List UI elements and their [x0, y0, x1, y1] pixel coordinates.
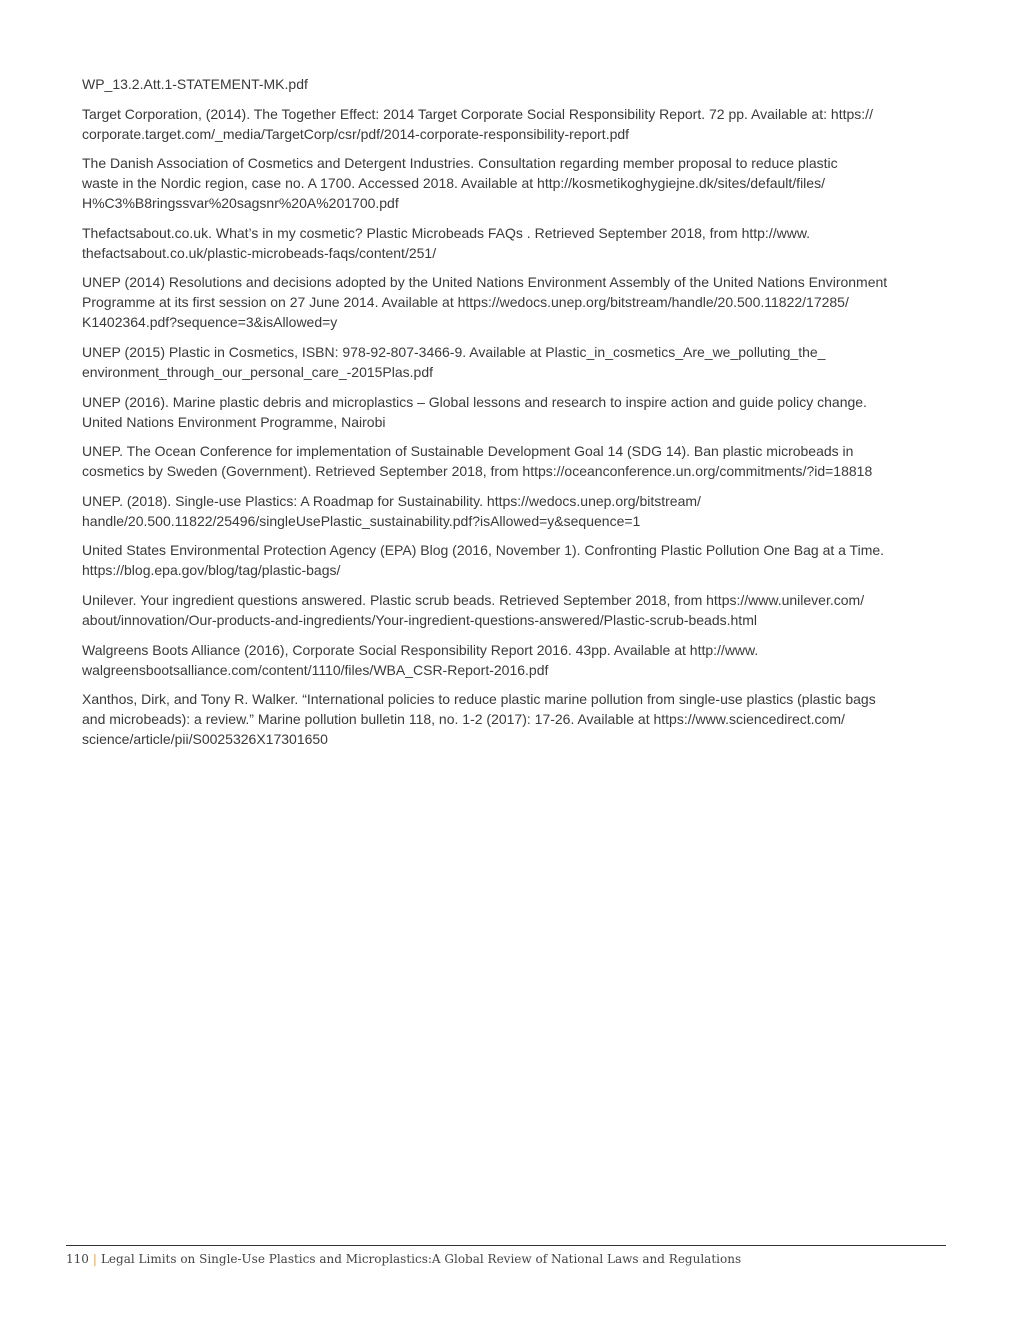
reference-entry — [82, 223, 944, 263]
reference-entry — [82, 441, 944, 481]
reference-line: UNEP (2016). Marine plastic debris and microplastics – Global lessons and research to inspire action and guide policy change. — [82, 393, 867, 410]
reference-line: Xanthos, Dirk, and Tony R. Walker. “International policies to reduce plastic marine pollution from single-use plastics (plastic bags — [82, 691, 876, 708]
reference-entry — [82, 392, 944, 432]
reference-line: https://blog.epa.gov/blog/tag/plastic-bags/ — [82, 562, 341, 579]
footer-separator: | — [92, 1252, 97, 1266]
reference-entry — [82, 590, 944, 630]
page-footer — [66, 1251, 741, 1268]
footer-divider — [66, 1245, 946, 1246]
reference-entry — [82, 640, 944, 680]
reference-line: H%C3%B8ringssvar%20sagsnr%20A%201700.pdf — [82, 195, 399, 212]
reference-line: UNEP. The Ocean Conference for implementation of Sustainable Development Goal 14 (SDG 14). Ban plastic microbeads in — [82, 443, 854, 460]
reference-line: Thefactsabout.co.uk. What’s in my cosmetic? Plastic Microbeads FAQs . Retrieved September 2018, from http://www. — [82, 224, 811, 241]
reference-entry — [82, 104, 944, 144]
reference-line: UNEP (2015) Plastic in Cosmetics, ISBN: 978-92-807-3466-9. Available at Plastic_in_cosmetics_Are_we_polluting_the_ — [82, 343, 826, 360]
reference-line: Walgreens Boots Alliance (2016), Corporate Social Responsibility Report 2016. 43pp. Available at http://www. — [82, 641, 759, 658]
reference-line: about/innovation/Our-products-and-ingredients/Your-ingredient-questions-answered/Plastic-scrub-beads.html — [82, 611, 757, 628]
reference-line: United Nations Environment Programme, Nairobi — [82, 413, 386, 430]
reference-line: The Danish Association of Cosmetics and Detergent Industries. Consultation regarding member proposal to reduce plastic — [82, 155, 838, 172]
reference-line: walgreensbootsalliance.com/content/1110/files/WBA_CSR-Report-2016.pdf — [82, 661, 549, 678]
reference-entry — [82, 74, 944, 94]
reference-entry — [82, 153, 944, 213]
reference-line: thefactsabout.co.uk/plastic-microbeads-faqs/content/251/ — [82, 244, 437, 261]
document-title: Legal Limits on Single-Use Plastics and Microplastics:A Global Review of National Laws and Regulations — [100, 1252, 742, 1266]
reference-entry — [82, 342, 944, 382]
reference-entry — [82, 491, 944, 531]
reference-line: WP_13.2.Att.1-STATEMENT-MK.pdf — [82, 76, 308, 92]
reference-line: Programme at its first session on 27 June 2014. Available at https://wedocs.unep.org/bitstream/handle/20.500.11822/17285/ — [82, 294, 849, 311]
reference-line: cosmetics by Sweden (Government). Retrieved September 2018, from https://oceanconference.un.org/commitments/?id=18818 — [82, 463, 873, 480]
reference-line: and microbeads): a review.” Marine pollution bulletin 118, no. 1-2 (2017): 17-26. Available at https://www.sciencedirect.com/ — [82, 711, 845, 728]
reference-line: environment_through_our_personal_care_-2015Plas.pdf — [82, 363, 434, 380]
page-number: 110 — [66, 1252, 89, 1266]
reference-line: science/article/pii/S0025326X17301650 — [82, 731, 328, 748]
reference-entry — [82, 540, 944, 580]
reference-line: waste in the Nordic region, case no. A 1700. Accessed 2018. Available at http://kosmetikoghygiejne.dk/sites/default/files/ — [82, 175, 825, 192]
reference-line: UNEP (2014) Resolutions and decisions adopted by the United Nations Environment Assembly of the United Nations Environment — [82, 274, 888, 291]
reference-list — [82, 74, 944, 759]
reference-line: handle/20.500.11822/25496/singleUsePlastic_sustainability.pdf?isAllowed=y&sequence=1 — [82, 512, 641, 529]
reference-entry — [82, 689, 944, 749]
reference-line: Target Corporation, (2014). The Together Effect: 2014 Target Corporate Social Responsibility Report. 72 pp. Available at: https:// — [82, 105, 873, 122]
reference-line: Unilever. Your ingredient questions answered. Plastic scrub beads. Retrieved September 2018, from https://www.unilever.com/ — [82, 591, 865, 608]
reference-line: United States Environmental Protection Agency (EPA) Blog (2016, November 1). Confronting Plastic Pollution One Bag at a Time. — [82, 542, 885, 559]
reference-entry — [82, 272, 944, 332]
reference-line: K1402364.pdf?sequence=3&isAllowed=y — [82, 314, 338, 331]
reference-line: UNEP. (2018). Single-use Plastics: A Roadmap for Sustainability. https://wedocs.unep.org/bitstream/ — [82, 492, 701, 509]
reference-line: corporate.target.com/_media/TargetCorp/csr/pdf/2014-corporate-responsibility-report.pdf — [82, 125, 630, 142]
